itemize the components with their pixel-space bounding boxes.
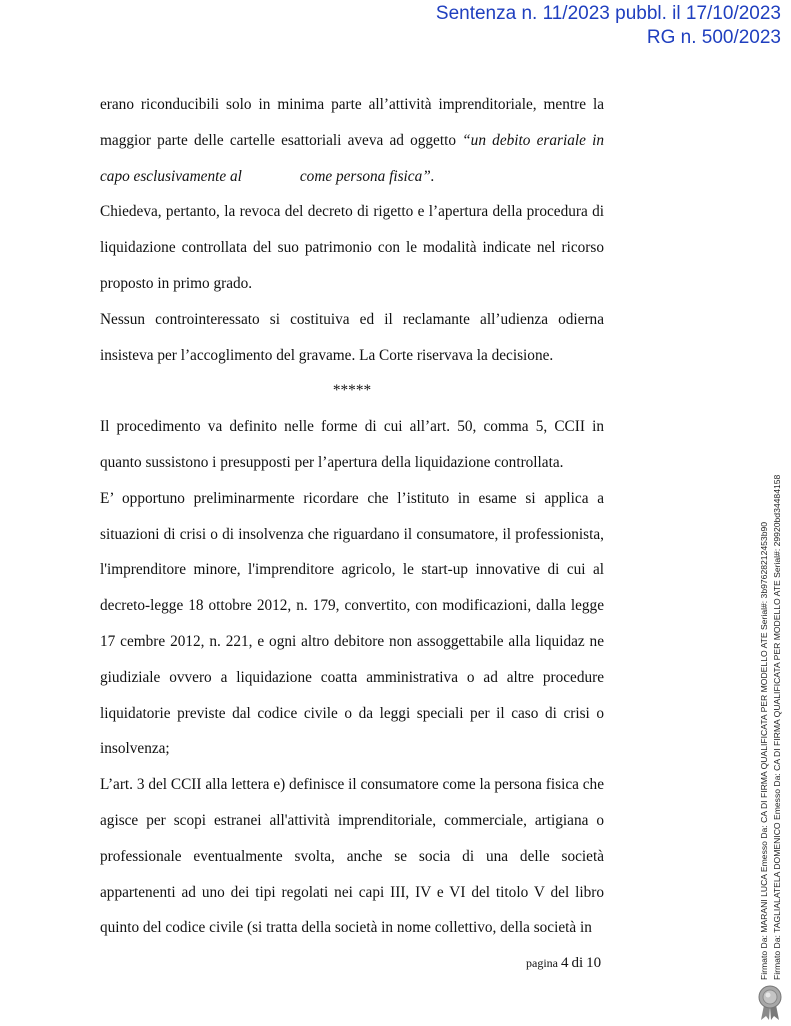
digital-signatures <box>758 475 784 980</box>
page-number <box>526 955 601 972</box>
document-body <box>100 87 604 946</box>
signature-line-1: Firmato Da: MARANI LUCA Emesso Da: CA DI FIRMA QUALIFICATA PER MODELLO ATE Serial#: 3b97628212453b90 <box>759 521 769 980</box>
page-word: pagina <box>526 956 558 970</box>
quote-part-1: “un debito erariale in capo esclusivamente al <box>100 131 604 185</box>
paragraph-4: Il procedimento va definito nelle forme di cui all’art. 50, comma 5, CCII in quanto sussistono i presupposti per l’apertura della liquidazione controllata. <box>100 418 604 471</box>
rg-reference: RG n. 500/2023 <box>646 27 781 48</box>
section-separator: ***** <box>332 382 372 400</box>
paragraph-1-text: erano riconducibili solo in minima parte all’attività imprenditoriale, mentre la maggior parte delle cartelle esattoriali aveva ad oggetto <box>100 96 604 149</box>
page-of: di <box>571 955 584 971</box>
quote-part-2: come persona fisica”. <box>299 167 435 185</box>
signature-line-2: Firmato Da: TAGLIALATELA DOMENICO Emesso Da: CA DI FIRMA QUALIFICATA PER MODELLO ATE Serial#: 29920bd34484158 <box>772 474 782 980</box>
page-total: 10 <box>586 955 602 971</box>
paragraph-6: L’art. 3 del CCII alla lettera e) definisce il consumatore come la persona fisica che agisce per scopi estranei all'attività imprenditoriale, commerciale, artigiana o professionale eventualmente svolta, anche se socia di una delle società appartenenti ad uno dei tipi regolati nei capi III, IV e VI del titolo V del libro quinto del codice civile (si tratta della società in nome collettivo, della società in <box>100 776 604 937</box>
paragraph-5: E’ opportuno preliminarmente ricordare che l’istituto in esame si applica a situazioni di crisi o di insolvenza che riguardano il consumatore, il professionista, l'imprenditore minore, l'imprenditore agricolo, le start-up innovative di cui al decreto-legge 18 ottobre 2012, n. 179, convertito, con modificazioni, dalla legge 17 cembre 2012, n. 221, e ogni altro debitore non assoggettabile alla liquidaz ne giudiziale ovvero a liquidazione coatta amministrativa o ad altre procedure liquidatorie previste dal codice civile o da leggi speciali per il caso di crisi o insolvenza; <box>100 489 604 758</box>
certificate-seal-icon <box>757 985 783 1026</box>
paragraph-2: Chiedeva, pertanto, la revoca del decreto di rigetto e l’apertura della procedura di liquidazione controllata del suo patrimonio con le modalità indicate nel ricorso proposto in primo grado. <box>100 203 604 292</box>
page-current: 4 <box>561 955 569 971</box>
sentenza-reference: Sentenza n. 11/2023 pubbl. il 17/10/2023 <box>435 3 781 24</box>
paragraph-1 <box>100 87 604 194</box>
document-header <box>436 2 781 50</box>
paragraph-3: Nessun controinteressato si costituiva ed il reclamante all’udienza odierna insisteva per l’accoglimento del gravame. La Corte riservava la decisione. <box>100 310 604 364</box>
